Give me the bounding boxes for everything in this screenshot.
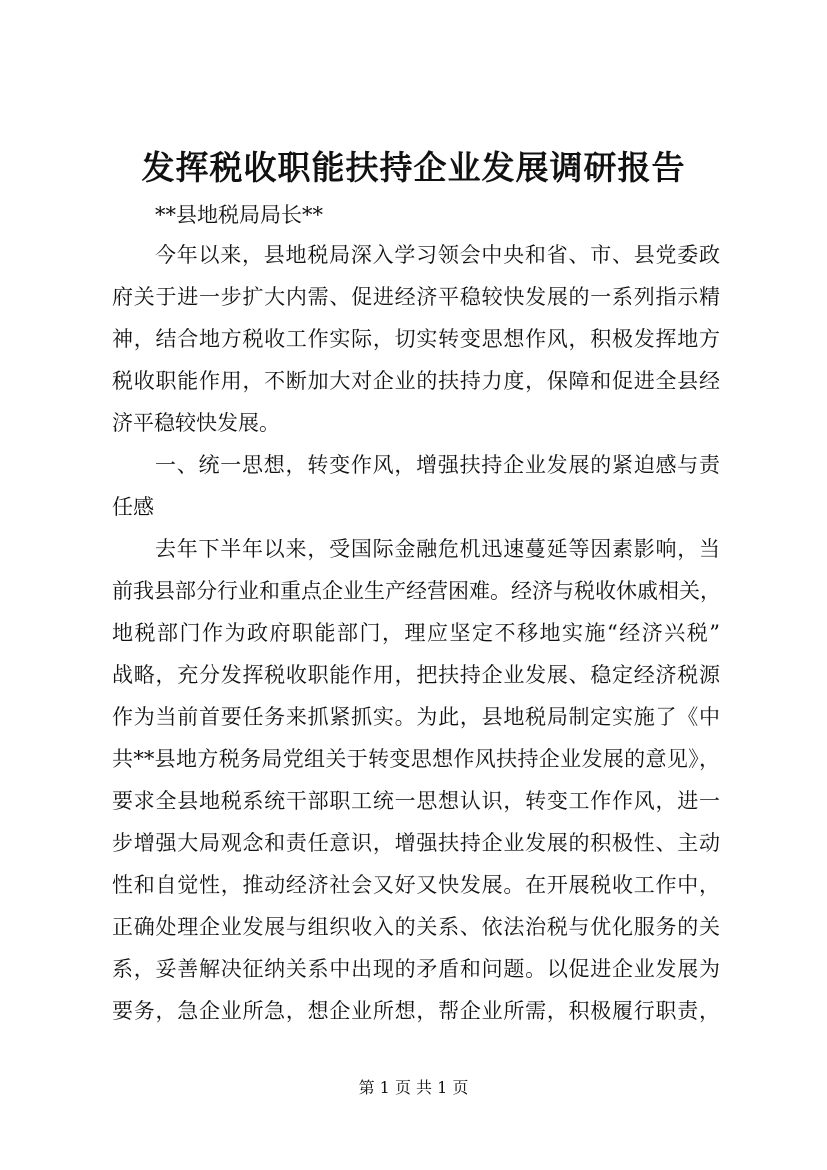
paragraph-3-line-5: 作为当前首要任务来抓紧抓实。为此，县地税局制定实施了《中: [112, 705, 720, 729]
paragraph-1-line-4: 税收职能作用，不断加大对企业的扶持力度，保障和促进全县经: [112, 369, 720, 393]
paragraph-3-line-11: 系，妥善解决征纳关系中出现的矛盾和问题。以促进企业发展为: [112, 957, 720, 981]
paragraph-1-line-3: 神，结合地方税收工作实际，切实转变思想作风，积极发挥地方: [112, 327, 720, 351]
document-title: 发挥税收职能扶持企业发展调研报告: [141, 148, 686, 187]
paragraph-3-line-4: 战略，充分发挥税收职能作用，把扶持企业发展、稳定经济税源: [112, 663, 720, 687]
paragraph-3-line-10: 正确处理企业发展与组织收入的关系、依法治税与优化服务的关: [112, 915, 720, 939]
paragraph-3-line-12: 要务，急企业所急，想企业所想，帮企业所需，积极履行职责，: [112, 999, 720, 1023]
paragraph-3-line-8: 步增强大局观念和责任意识，增强扶持企业发展的积极性、主动: [112, 831, 720, 855]
paragraph-3-line-2: 前我县部分行业和重点企业生产经营困难。经济与税收休戚相关，: [112, 579, 721, 603]
paragraph-3-line-9: 性和自觉性，推动经济社会又好又快发展。在开展税收工作中，: [112, 873, 720, 897]
section-heading-line-2: 任感: [112, 495, 154, 519]
section-heading-line-1: 一、统一思想，转变作风，增强扶持企业发展的紧迫感与责: [155, 453, 720, 477]
paragraph-3-line-3: 地税部门作为政府职能部门，理应坚定不移地实施“经济兴税”: [112, 621, 720, 645]
paragraph-1-line-2: 府关于进一步扩大内需、促进经济平稳较快发展的一系列指示精: [112, 285, 720, 309]
author-line: **县地税局局长**: [155, 203, 323, 227]
page-footer: 第 1 页 共 1 页: [358, 1078, 469, 1097]
paragraph-3-line-1: 去年下半年以来，受国际金融危机迅速蔓延等因素影响，当: [155, 537, 720, 561]
paragraph-1-line-5: 济平稳较快发展。: [112, 411, 280, 435]
paragraph-3-line-6: 共**县地方税务局党组关于转变思想作风扶持企业发展的意见》，: [112, 747, 720, 771]
paragraph-3-line-7: 要求全县地税系统干部职工统一思想认识，转变工作作风，进一: [112, 789, 720, 813]
paragraph-1-line-1: 今年以来，县地税局深入学习领会中央和省、市、县党委政: [155, 243, 720, 267]
